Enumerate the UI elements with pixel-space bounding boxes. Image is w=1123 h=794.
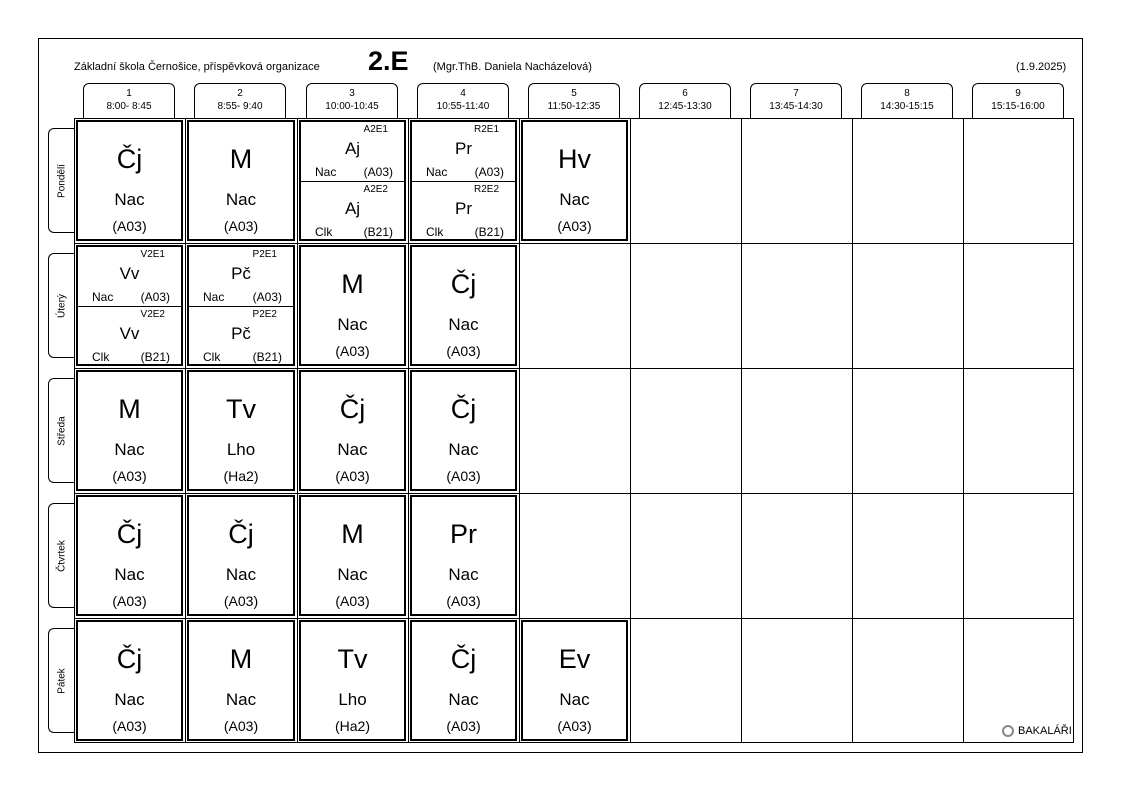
teacher-abbr: Nac — [337, 315, 368, 334]
room: (A03) — [112, 218, 147, 234]
grid-column-line — [963, 118, 964, 743]
day-tab — [48, 128, 74, 233]
lesson-cell — [410, 620, 517, 741]
lesson-cell — [521, 120, 628, 241]
grid-column-line — [852, 118, 853, 743]
subject: Čj — [228, 519, 254, 549]
subject: Čj — [450, 644, 477, 674]
logo-text: BAKALÁŘI — [1018, 725, 1072, 737]
group-lesson — [412, 181, 515, 241]
lesson-cell — [187, 495, 295, 616]
teacher-abbr: Nac — [448, 690, 479, 709]
lesson-cell — [76, 245, 183, 366]
period-header — [417, 83, 509, 118]
lesson-cell — [410, 370, 517, 491]
lesson-cell — [521, 620, 628, 741]
room: (Ha2) — [334, 718, 370, 734]
room: (A03) — [223, 218, 259, 234]
room: (A03) — [335, 343, 370, 359]
grid-row-line — [74, 618, 1074, 619]
period-time: 13:45-14:30 — [769, 101, 823, 112]
day-tab — [48, 503, 74, 608]
room: (A03) — [112, 718, 147, 734]
teacher-abbr: Nac — [92, 290, 114, 304]
subject: M — [229, 144, 253, 174]
lesson-cell — [187, 370, 295, 491]
room: (A03) — [446, 718, 481, 734]
period-header — [972, 83, 1064, 118]
grid-row-line — [74, 493, 1074, 494]
valid-date: (1.9.2025) — [1016, 61, 1067, 73]
teacher-abbr: Nac — [225, 690, 257, 709]
room: (A03) — [335, 593, 370, 609]
teacher-abbr: Nac — [315, 165, 337, 179]
day-name: Pondělí — [56, 163, 67, 198]
teacher-abbr: Clk — [92, 350, 110, 364]
subject: Čj — [116, 644, 143, 674]
teacher-abbr: Nac — [559, 190, 590, 209]
group-lesson — [189, 247, 293, 306]
subject: Vv — [119, 324, 140, 343]
subject: Čj — [116, 519, 143, 549]
room: (Ha2) — [223, 468, 259, 484]
teacher-abbr: Clk — [315, 225, 333, 239]
teacher-abbr: Nac — [114, 565, 145, 584]
period-header — [528, 83, 620, 118]
room: (A03) — [223, 593, 259, 609]
lesson-cell — [299, 620, 406, 741]
teacher-abbr: Nac — [203, 290, 225, 304]
period-header — [750, 83, 842, 118]
room: (A03) — [223, 718, 259, 734]
period-time: 11:50-12:35 — [547, 101, 601, 112]
subject: Tv — [337, 644, 368, 674]
room: (B21) — [474, 225, 504, 239]
subject: Pr — [450, 519, 477, 549]
group-code: V2E2 — [140, 309, 165, 320]
teacher-abbr: Nac — [559, 690, 590, 709]
subject: Pr — [455, 139, 472, 158]
subject: Čj — [450, 394, 477, 424]
period-header — [83, 83, 175, 118]
teacher-abbr: Nac — [114, 440, 145, 459]
period-number: 7 — [793, 88, 799, 99]
group-code: R2E2 — [473, 184, 499, 195]
lesson-cell — [76, 620, 183, 741]
lesson-cell — [299, 495, 406, 616]
lesson-cell — [410, 120, 517, 241]
lesson-cell — [187, 245, 295, 366]
day-tab — [48, 628, 74, 733]
grid-column-line — [185, 118, 186, 743]
lesson-cell — [299, 370, 406, 491]
period-header — [639, 83, 731, 118]
subject: Čj — [450, 269, 477, 299]
room: (B21) — [140, 350, 170, 364]
teacher-abbr: Nac — [225, 565, 257, 584]
subject: M — [229, 644, 253, 674]
class-teacher: (Mgr.ThB. Daniela Nacházelová) — [433, 61, 592, 73]
lesson-cell — [187, 620, 295, 741]
group-lesson — [189, 306, 293, 366]
group-code: P2E2 — [252, 309, 277, 320]
subject: Ev — [558, 644, 591, 674]
teacher-abbr: Lho — [226, 440, 256, 459]
subject: Aj — [344, 199, 361, 218]
period-time: 10:55-11:40 — [436, 101, 490, 112]
subject: Aj — [344, 139, 361, 158]
lesson-cell — [299, 120, 406, 241]
group-lesson — [78, 247, 181, 306]
group-lesson — [301, 181, 404, 241]
period-header — [194, 83, 286, 118]
subject: Pč — [231, 324, 251, 343]
room: (A03) — [474, 165, 504, 179]
lesson-cell — [76, 370, 183, 491]
period-time: 14:30-15:15 — [880, 101, 934, 112]
period-number: 9 — [1015, 88, 1021, 99]
gear-icon — [1002, 725, 1014, 737]
grid-column-line — [741, 118, 742, 743]
group-code: A2E2 — [363, 184, 388, 195]
period-time: 8:00- 8:45 — [106, 101, 152, 112]
grid-column-line — [408, 118, 409, 743]
room: (B21) — [252, 350, 282, 364]
group-code: P2E1 — [252, 249, 277, 260]
period-time: 12:45-13:30 — [658, 101, 712, 112]
subject: Pč — [231, 264, 251, 283]
day-name: Středa — [56, 415, 67, 446]
group-code: A2E1 — [363, 124, 388, 135]
room: (A03) — [446, 593, 481, 609]
period-header — [861, 83, 953, 118]
grid-row-line — [74, 243, 1074, 244]
teacher-abbr: Nac — [448, 315, 479, 334]
room: (A03) — [112, 593, 147, 609]
teacher-abbr: Nac — [448, 440, 479, 459]
group-lesson — [412, 122, 515, 181]
teacher-abbr: Nac — [337, 440, 368, 459]
lesson-cell — [299, 245, 406, 366]
subject: Vv — [119, 264, 140, 283]
room: (A03) — [363, 165, 393, 179]
lesson-cell — [76, 495, 183, 616]
subject: M — [341, 269, 364, 299]
period-number: 2 — [237, 88, 243, 99]
teacher-abbr: Nac — [448, 565, 479, 584]
teacher-abbr: Nac — [337, 565, 368, 584]
grid-column-line — [519, 118, 520, 743]
lesson-cell — [187, 120, 295, 241]
teacher-abbr: Nac — [426, 165, 448, 179]
bakalari-logo — [1002, 725, 1072, 737]
lesson-cell — [76, 120, 183, 241]
class-name: 2.E — [368, 46, 409, 76]
group-lesson — [78, 306, 181, 366]
period-number: 8 — [904, 88, 910, 99]
period-number: 1 — [126, 88, 132, 99]
lesson-cell — [410, 495, 517, 616]
room: (A03) — [252, 290, 282, 304]
teacher-abbr: Nac — [225, 190, 257, 209]
grid-row-line — [74, 368, 1074, 369]
room: (A03) — [140, 290, 170, 304]
room: (A03) — [557, 218, 592, 234]
subject: M — [341, 519, 364, 549]
room: (A03) — [446, 343, 481, 359]
teacher-abbr: Lho — [338, 690, 367, 709]
period-time: 10:00-10:45 — [325, 101, 379, 112]
room: (A03) — [335, 468, 370, 484]
period-header — [306, 83, 398, 118]
period-time: 15:15-16:00 — [991, 101, 1045, 112]
lesson-cell — [410, 245, 517, 366]
day-name: Čtvrtek — [56, 539, 67, 572]
group-code: V2E1 — [140, 249, 165, 260]
period-time: 8:55- 9:40 — [217, 101, 263, 112]
day-name: Pátek — [56, 667, 67, 694]
subject: Hv — [558, 144, 591, 174]
subject: Čj — [116, 144, 143, 174]
group-code: R2E1 — [473, 124, 499, 135]
period-number: 3 — [349, 88, 355, 99]
teacher-abbr: Nac — [114, 190, 145, 209]
room: (A03) — [446, 468, 481, 484]
subject: M — [118, 394, 141, 424]
room: (A03) — [112, 468, 147, 484]
room: (B21) — [363, 225, 393, 239]
teacher-abbr: Nac — [114, 690, 145, 709]
subject: Pr — [455, 199, 472, 218]
group-lesson — [301, 122, 404, 181]
grid-column-line — [297, 118, 298, 743]
teacher-abbr: Clk — [426, 225, 444, 239]
day-name: Úterý — [56, 293, 67, 318]
school-name: Základní škola Černošice, příspěvková organizace — [74, 61, 320, 73]
day-tab — [48, 378, 74, 483]
day-tab — [48, 253, 74, 358]
period-number: 6 — [682, 88, 688, 99]
teacher-abbr: Clk — [203, 350, 221, 364]
subject: Čj — [339, 394, 366, 424]
period-number: 5 — [571, 88, 577, 99]
period-number: 4 — [460, 88, 466, 99]
subject: Tv — [226, 394, 256, 424]
grid-column-line — [630, 118, 631, 743]
room: (A03) — [557, 718, 592, 734]
